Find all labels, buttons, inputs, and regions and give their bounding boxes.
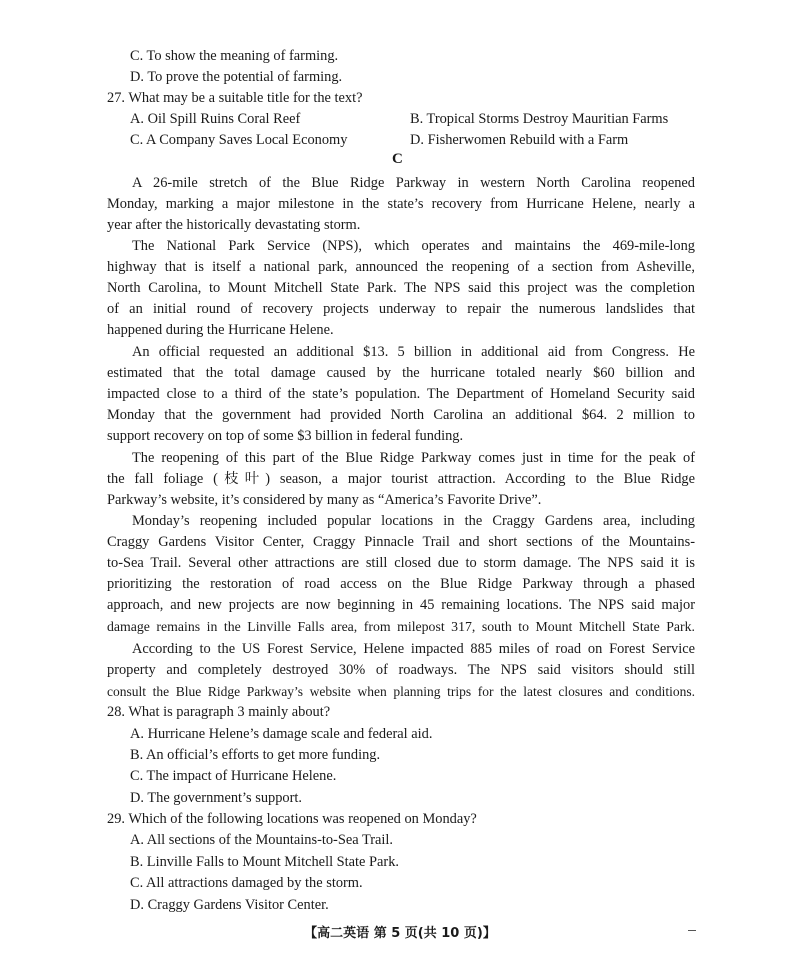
passage-line: Craggy Gardens Visitor Center, Craggy Pinnacle Trail and short sections of the Mountains- [107,534,695,550]
passage-line: Parkway’s website, it’s considered by many as “America’s Favorite Drive”. [107,492,542,508]
passage-line: happened during the Hurricane Helene. [107,322,334,338]
q27-option-d: D. Fisherwomen Rebuild with a Farm [410,132,629,148]
q26-option-c: C. To show the meaning of farming. [130,48,339,64]
q27-option-b: B. Tropical Storms Destroy Mauritian Farms [410,111,669,127]
passage-line: North Carolina, to Mount Mitchell State Park. The NPS said this project was the completion [107,280,695,296]
passage-line: year after the historically devastating storm. [107,217,361,233]
passage-line: to-Sea Trail. Several other attractions are still closed due to storm damage. The NPS said it is [107,555,695,571]
q28-option-b: B. An official’s efforts to get more funding. [130,747,381,763]
q26-option-d: D. To prove the potential of farming. [130,69,343,85]
q27-option-a: A. Oil Spill Ruins Coral Reef [130,111,301,127]
passage-line: Monday’s reopening included popular locations in the Craggy Gardens area, including [132,513,695,529]
passage-line: According to the US Forest Service, Helene impacted 885 miles of road on Forest Service [132,641,695,657]
page-footer: 【高二英语 第 5 页(共 10 页)】 [304,926,496,941]
passage-line: prioritizing the restoration of road access on the Blue Ridge Parkway through a phased [107,576,695,592]
passage-line: support recovery on top of some $3 billion in federal funding. [107,428,464,444]
passage-line: Monday that the government had provided North Carolina an additional $64. 2 million to [107,407,695,423]
passage-line: property and completely destroyed 30% of roadways. The NPS said visitors should still [107,662,695,678]
q29-option-d: D. Craggy Gardens Visitor Center. [130,897,329,913]
passage-line: estimated that the total damage caused by the hurricane totaled nearly $60 billion and [107,365,695,381]
passage-line: of an initial round of recovery projects underway to repair the numerous landslides that [107,301,695,317]
passage-line: A 26-mile stretch of the Blue Ridge Parkway in western North Carolina reopened [132,175,695,191]
passage-line: damage remains in the Linville Falls area, from milepost 317, south to Mount Mitchell State Park. [107,619,695,634]
q29-option-a: A. All sections of the Mountains-to-Sea Trail. [130,832,394,848]
passage-line: Monday, marking a major milestone in the state’s recovery from Hurricane Helene, nearly a [107,196,695,212]
q28-option-d: D. The government’s support. [130,790,302,806]
q29-stem: 29. Which of the following locations was reopened on Monday? [107,811,477,827]
passage-line: The National Park Service (NPS), which operates and maintains the 469-mile-long [132,238,695,254]
passage-line: The reopening of this part of the Blue Ridge Parkway comes just in time for the peak of [132,450,695,466]
q28-option-a: A. Hurricane Helene’s damage scale and federal aid. [130,726,433,742]
q27-option-c: C. A Company Saves Local Economy [130,132,348,148]
passage-line: An official requested an additional $13. 5 billion in additional aid from Congress. He [132,344,695,360]
q27-stem: 27. What may be a suitable title for the text? [107,90,363,106]
corner-mark [688,930,696,931]
passage-line: impacted close to a third of the state’s population. The Department of Homeland Security said [107,386,695,402]
passage-line: consult the Blue Ridge Parkway’s website when planning trips for the latest closures and conditions. [107,684,695,699]
passage-line: highway that is itself a national park, announced the reopening of a section from Asheville, [107,259,695,275]
q29-option-b: B. Linville Falls to Mount Mitchell State Park. [130,854,400,870]
passage-line: approach, and new projects are now beginning in 45 remaining locations. The NPS said major [107,597,695,613]
section-heading: C [392,151,403,167]
q28-option-c: C. The impact of Hurricane Helene. [130,768,337,784]
passage-line: the fall foliage (枝叶) season, a major tourist attraction. According to the Blue Ridge [107,471,695,487]
q28-stem: 28. What is paragraph 3 mainly about? [107,704,331,720]
q29-option-c: C. All attractions damaged by the storm. [130,875,363,891]
